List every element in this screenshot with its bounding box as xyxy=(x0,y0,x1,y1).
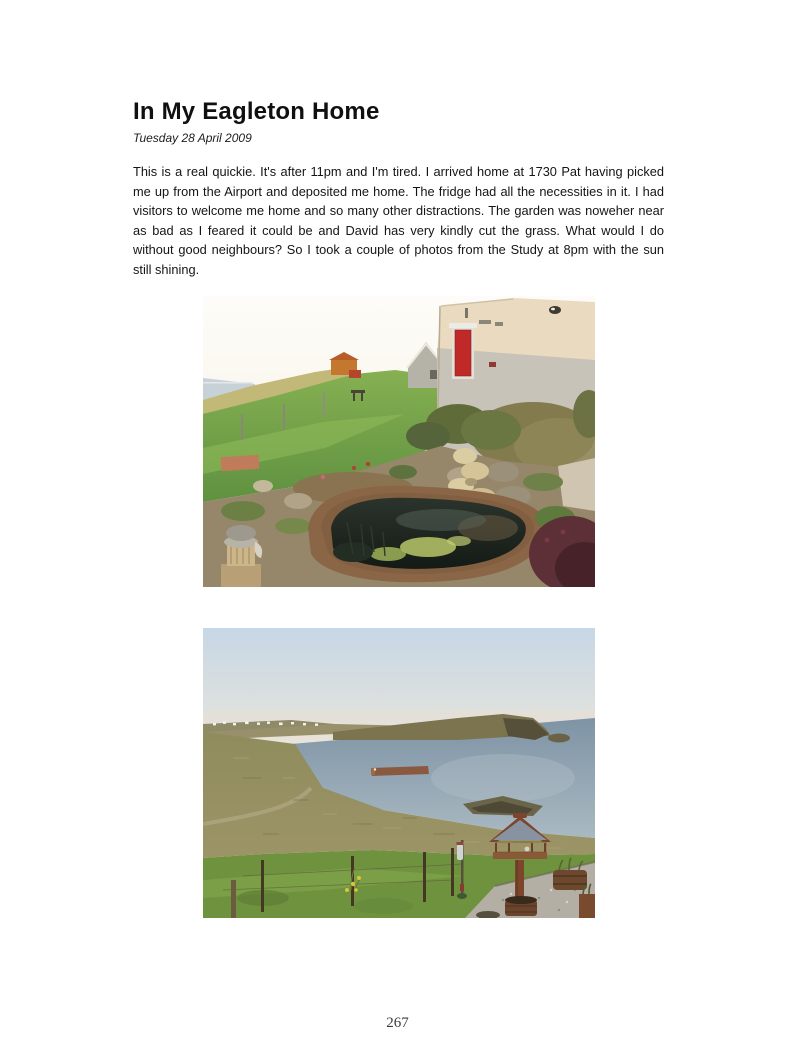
post-date: Tuesday 28 April 2009 xyxy=(133,131,252,145)
post-title: In My Eagleton Home xyxy=(133,98,380,125)
garden-pond-illustration xyxy=(203,296,595,587)
coastal-bay-photo xyxy=(203,628,595,918)
page-number: 267 xyxy=(386,1015,409,1031)
garden-pond-photo xyxy=(203,296,595,587)
post-body: This is a real quickie. It's after 11pm and I'm tired. I arrived home at 1730 Pat having picked me up from the Airport and deposited me home. The fridge had all the necessities in it. I had visitors to welcome me home and so many other distractions. The garden was noweher near as bad as I feared it could be and David has very kindly cut the grass. What would I do without good neighbours? So I took a couple of photos from the Study at 8pm with the sun still shining. xyxy=(133,164,664,277)
coastal-bay-illustration xyxy=(203,628,595,918)
